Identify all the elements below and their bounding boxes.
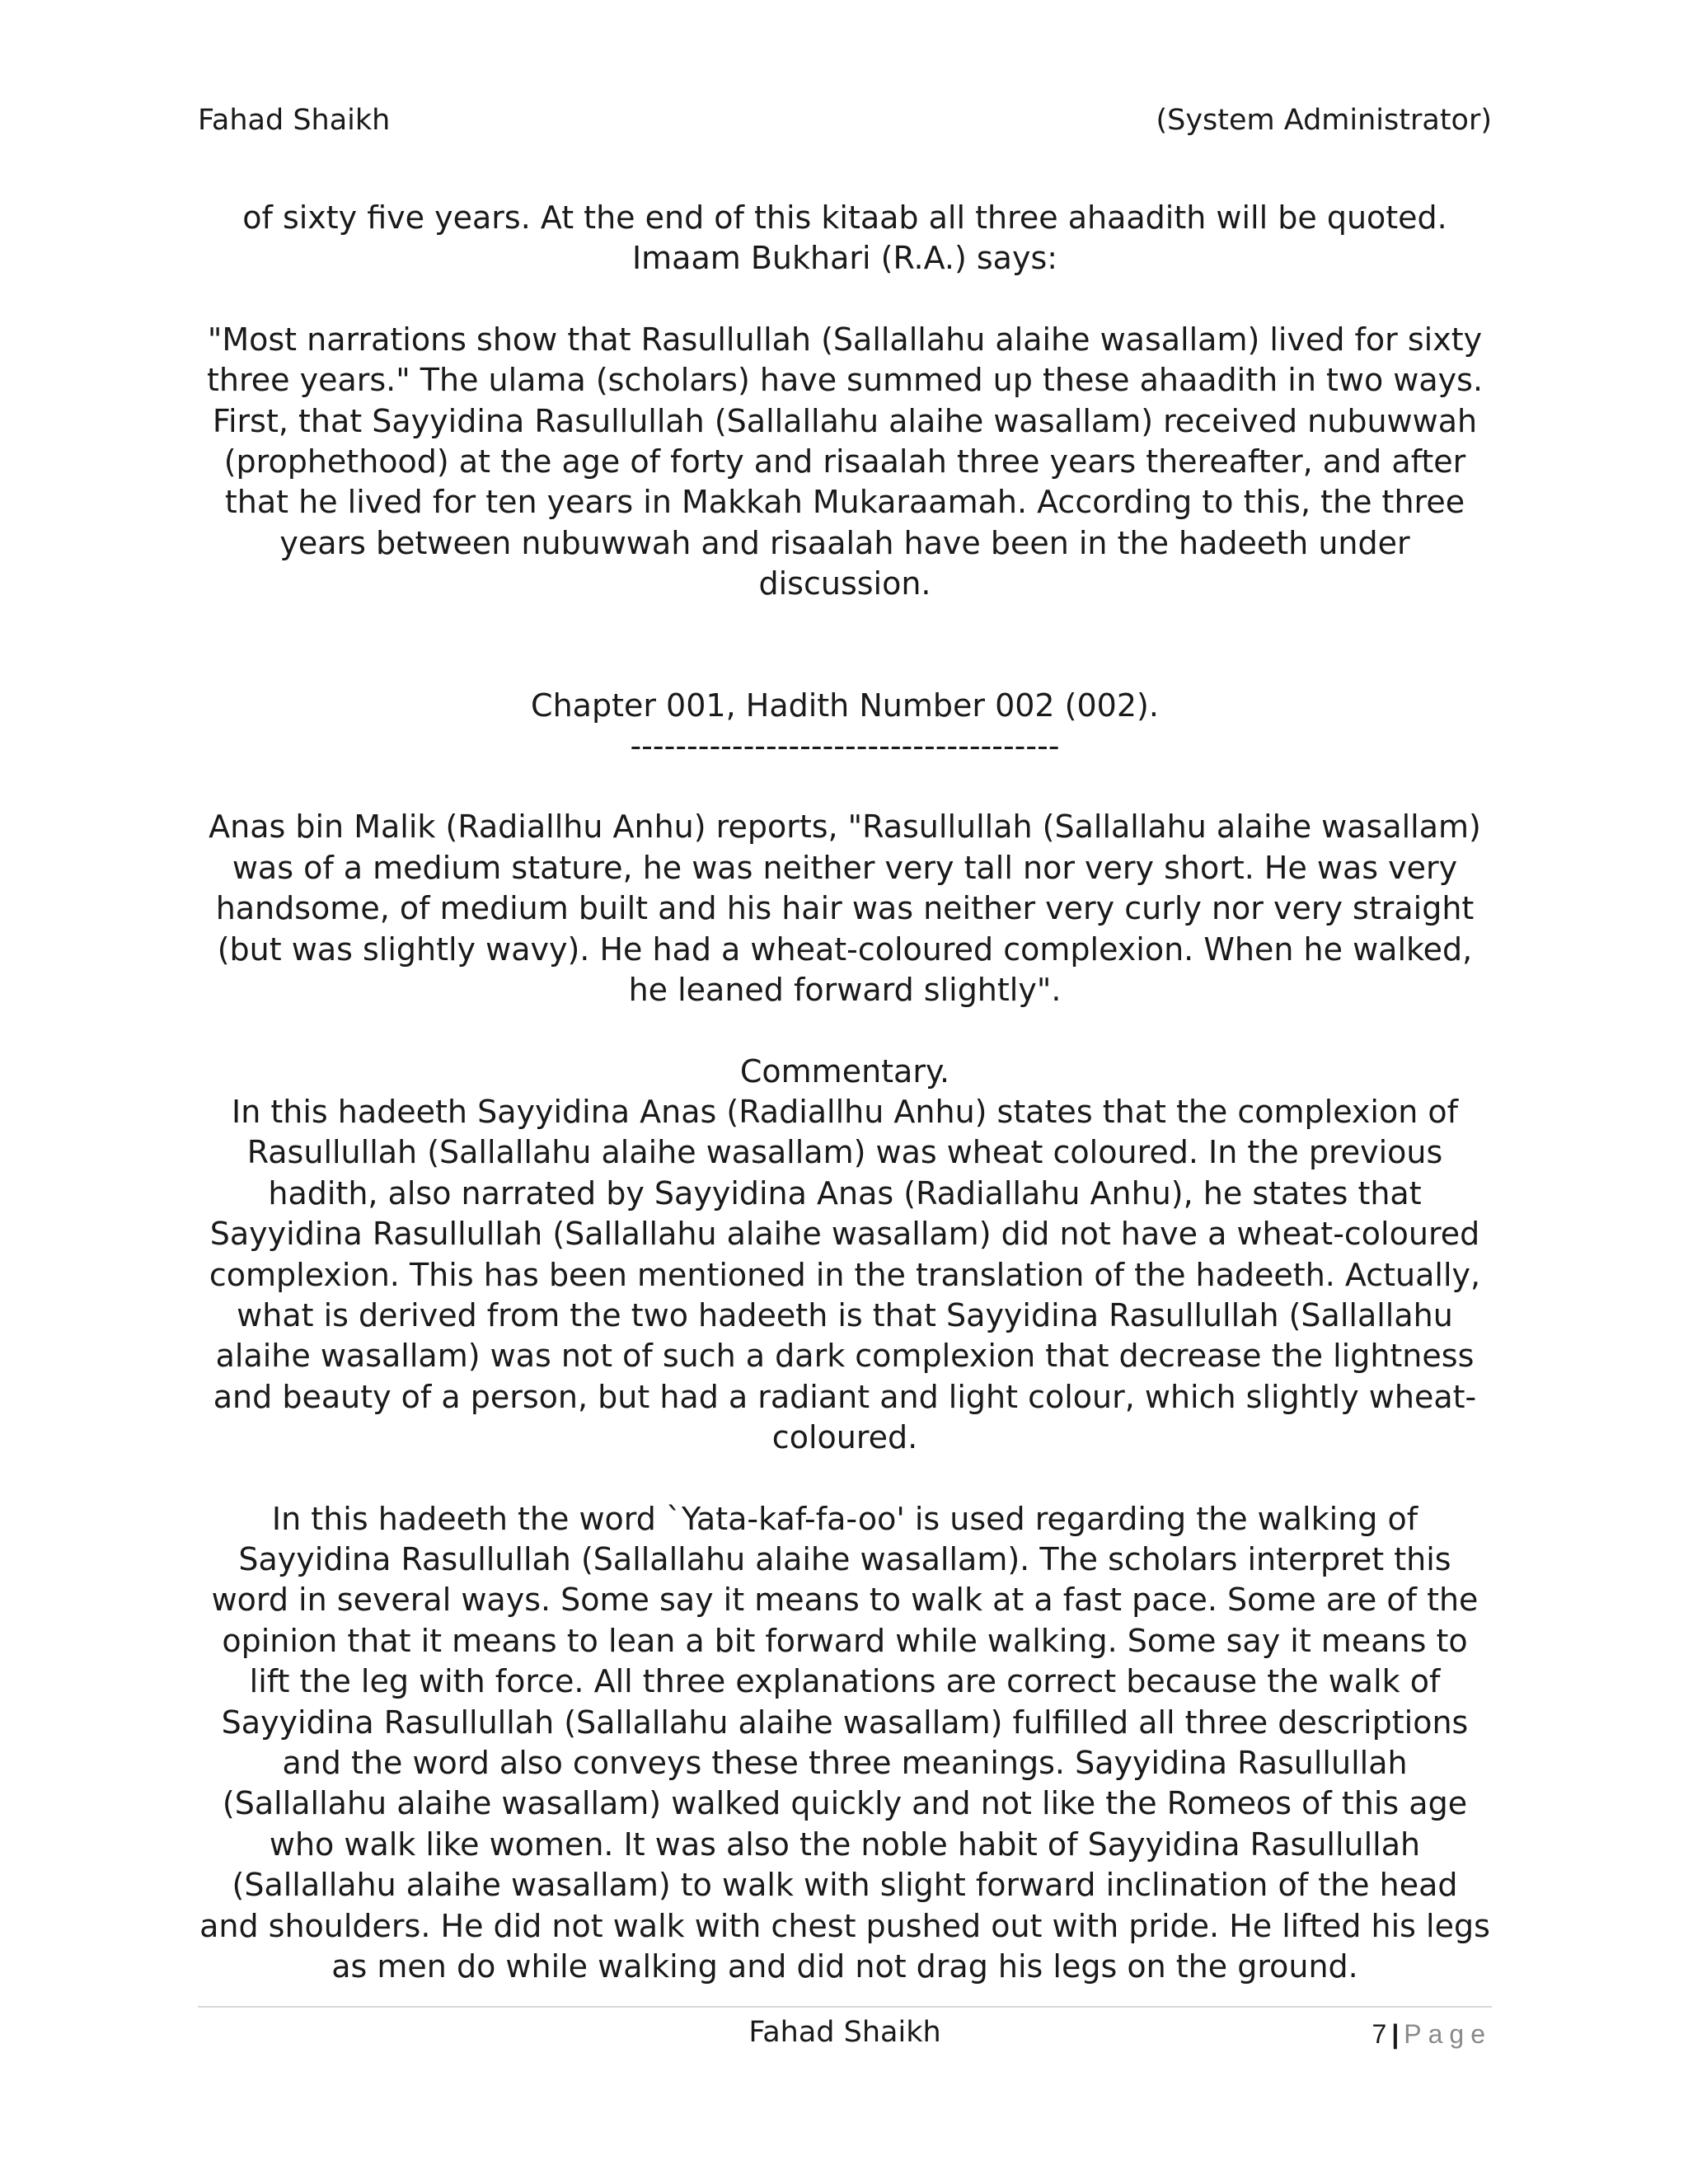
- intro-line-2: Imaam Bukhari (R.A.) says:: [631, 240, 1058, 277]
- document-body: [198, 198, 1492, 1987]
- chapter-divider: --------------------------------------: [630, 728, 1060, 765]
- footer-author: Fahad Shaikh: [748, 2016, 941, 2049]
- chapter-heading: Chapter 001, Hadith Number 002 (002).: [531, 687, 1159, 724]
- page-header: [198, 101, 1492, 140]
- commentary-heading: Commentary.: [739, 1052, 950, 1090]
- commentary-paragraph-2: In this hadeeth the word `Yata-kaf-fa-oo' is used regarding the walking of Sayyidina Rasullullah (Sallallahu alaihe wasallam). The scholars interpret this word in several ways. Some say it means to walk at a fast pace. Some are of the opinion that it means to lean a bit forward while walking. Some say it means to lift the leg with force. All three explanations are correct because the walk of Sayyidina Rasullullah (Sallallahu alaihe wasallam) fulfilled all three descriptions and the word also conveys these three meanings. Sayyidina Rasullullah (Sallallahu alaihe wasallam) walked quickly and not like the Romeos of this age who walk like women. It was also the noble habit of Sayyidina Rasullullah (Sallallahu alaihe wasallam) to walk with slight forward inclination of the head and shoulders. He did not walk with chest pushed out with pride. He lifted his legs as men do while walking and did not drag his legs on the ground.: [199, 1500, 1490, 1985]
- page-number: [1372, 2014, 1492, 2054]
- header-role: (System Administrator): [1156, 104, 1492, 137]
- page-separator: |: [1391, 2019, 1400, 2049]
- footer-divider: [198, 2006, 1492, 2008]
- intro-line-1: of sixty five years. At the end of this kitaab all three ahaadith will be quoted.: [242, 199, 1447, 236]
- hadith-paragraph: Anas bin Malik (Radiallhu Anhu) reports, "Rasullullah (Sallallahu alaihe wasallam) was of a medium stature, he was neither very tall nor very short. He was very handsome, of medium built and his hair was neither very curly nor very straight (but was slightly wavy). He had a wheat-coloured complexion. When he walked, he leaned forward slightly".: [209, 808, 1481, 1009]
- commentary-paragraph-1: In this hadeeth Sayyidina Anas (Radiallhu Anhu) states that the complexion of Rasullullah (Sallallahu alaihe wasallam) was wheat coloured. In the previous hadith, also narrated by Sayyidina Anas (Radiallahu Anhu), he states that Sayyidina Rasullullah (Sallallahu alaihe wasallam) did not have a wheat-coloured complexion. This has been mentioned in the translation of the hadeeth. Actually, what is derived from the two hadeeth is that Sayyidina Rasullullah (Sallallahu alaihe wasallam) was not of such a dark complexion that decrease the lightness and beauty of a person, but had a radiant and light colour, which slightly wheat-coloured.: [209, 1093, 1481, 1456]
- header-author: Fahad Shaikh: [198, 104, 391, 137]
- page-label: Page: [1404, 2019, 1492, 2049]
- page-number-value: 7: [1372, 2019, 1387, 2049]
- narrations-paragraph: "Most narrations show that Rasullullah (Sallallahu alaihe wasallam) lived for sixty three years." The ulama (scholars) have summed up these ahaadith in two ways. First, that Sayyidina Rasullullah (Sallallahu alaihe wasallam) received nubuwwah (prophethood) at the age of forty and risaalah three years thereafter, and after that he lived for ten years in Makkah Mukaraamah. According to this, the three years between nubuwwah and risaalah have been in the hadeeth under discussion.: [206, 321, 1484, 602]
